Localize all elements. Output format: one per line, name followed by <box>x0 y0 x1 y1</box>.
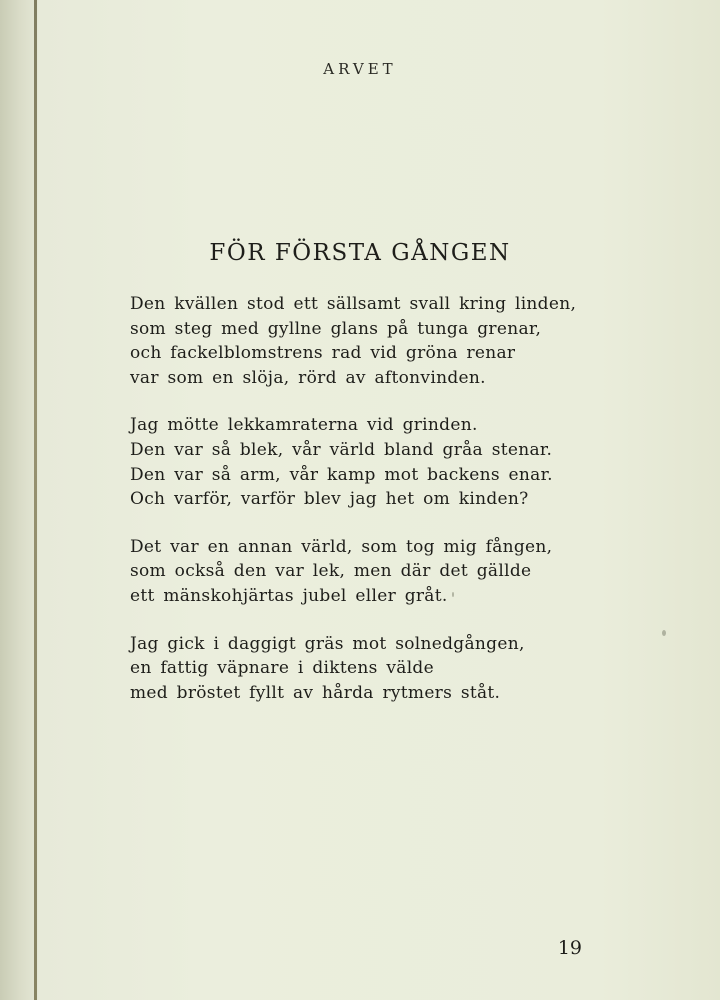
poem-body <box>130 292 630 728</box>
poem-line: en fattig väpnare i diktens välde <box>130 658 434 679</box>
stanza <box>130 632 630 706</box>
poem-line: med bröstet fyllt av hårda rytmers ståt. <box>130 682 501 703</box>
stanza <box>130 292 630 390</box>
poem-line: ett mänskohjärtas jubel eller gråt. <box>130 585 448 606</box>
page-number: 19 <box>557 937 582 959</box>
poem-line: Den kvällen stod ett sällsamt svall kring linden, <box>130 294 577 314</box>
poem-line: Jag mötte lekkamraterna vid grinden. <box>130 415 478 436</box>
spine-edge <box>34 0 37 1000</box>
poem-line: Jag gick i daggigt gräs mot solnedgången, <box>130 633 525 654</box>
poem-line: som steg med gyllne glans på tunga grenar, <box>130 318 542 339</box>
stanza <box>130 413 630 511</box>
running-head: ARVET <box>323 60 397 78</box>
paper-speck <box>662 630 666 636</box>
gutter-shadow <box>0 0 38 1000</box>
poem-line: var som en slöja, rörd av aftonvinden. <box>130 367 486 388</box>
poem-title: FÖR FÖRSTA GÅNGEN <box>209 240 511 266</box>
poem-line: Den var så arm, vår kamp mot backens enar. <box>130 464 553 485</box>
poem-line: Det var en annan värld, som tog mig fången, <box>130 536 553 557</box>
poem-line: Och varför, varför blev jag het om kinden? <box>130 489 529 510</box>
paper-speck <box>452 592 454 597</box>
poem-line: Den var så blek, vår värld bland gråa stenar. <box>130 439 553 460</box>
stanza <box>130 535 630 609</box>
poem-line: och fackelblomstrens rad vid gröna renar <box>130 343 516 364</box>
poem-line: som också den var lek, men där det gällde <box>130 561 532 582</box>
